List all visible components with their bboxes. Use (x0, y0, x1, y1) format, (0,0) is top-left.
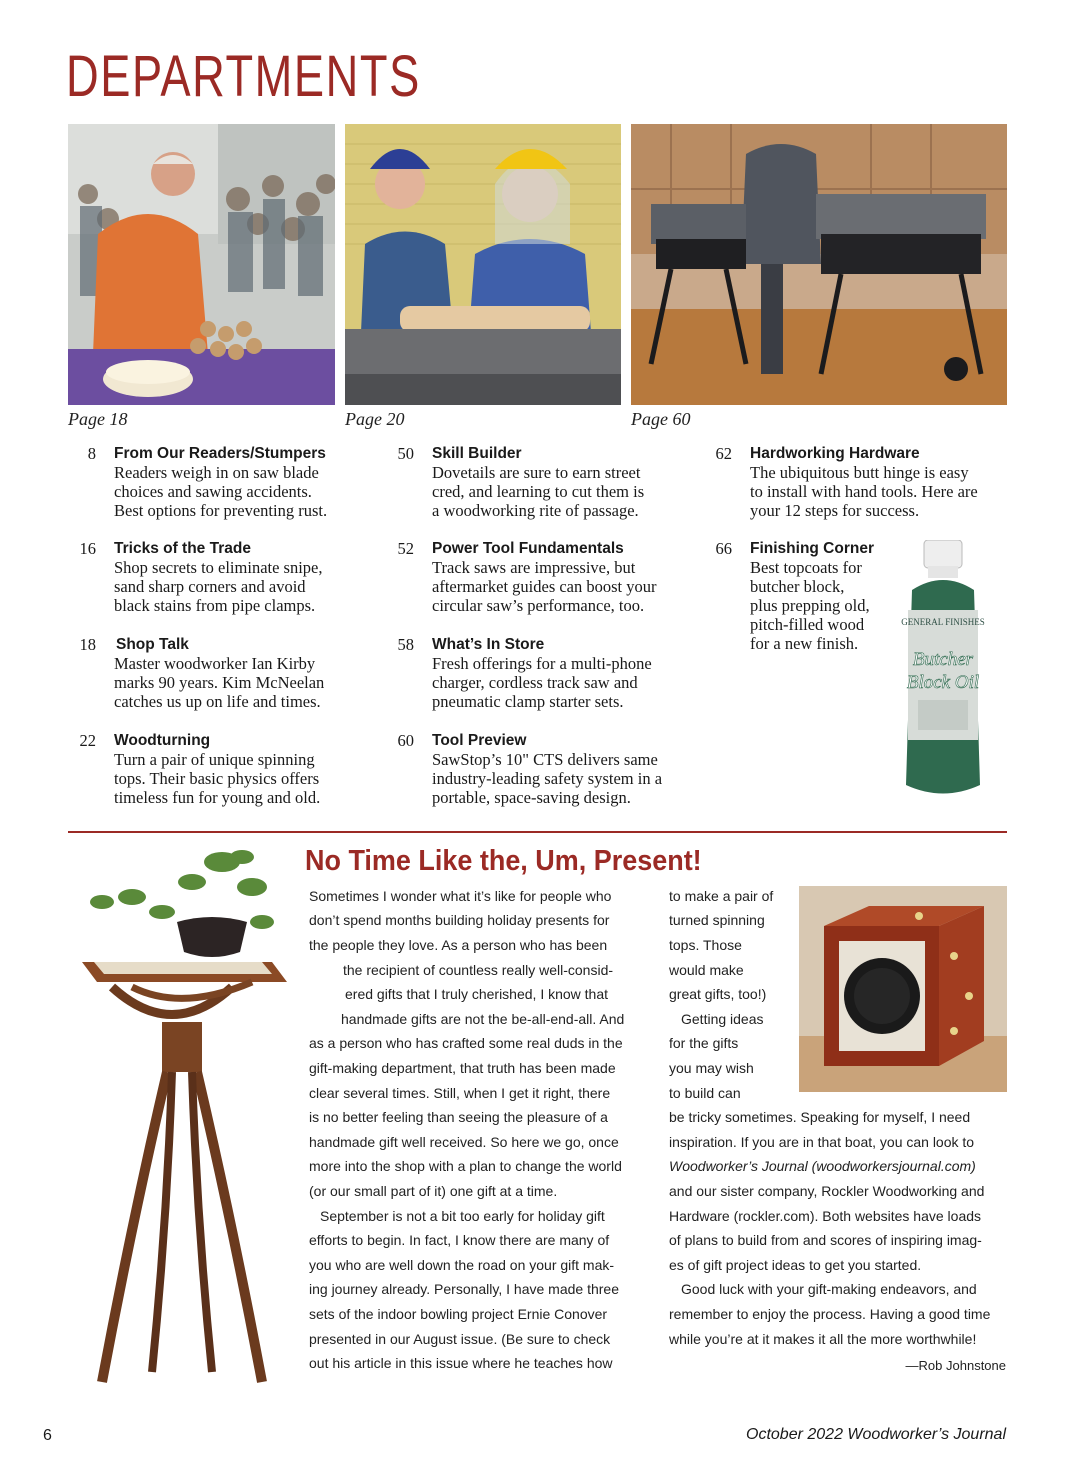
body-line: Hardware (rockler.com). Both websites have loads (669, 1208, 982, 1224)
dept-page-number: 66 (715, 539, 732, 558)
dept-page-number: 62 (715, 444, 732, 463)
body-line: more into the shop with a plan to change the world (309, 1158, 622, 1174)
page-number: 6 (43, 1427, 52, 1444)
bottle-brand-text: GENERAL FINISHES (901, 617, 985, 627)
body-line: while you’re at it makes it all the more worthwhile! (669, 1331, 977, 1347)
dept-desc-line: sand sharp corners and avoid (114, 577, 306, 596)
body-line: ing journey already. Personally, I have made three (309, 1281, 619, 1297)
dept-desc-line: timeless fun for young and old. (114, 788, 321, 807)
body-line: es of gift project ideas to get you started. (669, 1257, 922, 1273)
bottle-label-line1: Butcher (912, 649, 974, 670)
body-line: the recipient of countless really well-consid- (343, 962, 614, 978)
dept-desc-line: for a new finish. (750, 634, 859, 653)
author-signature: —Rob Johnstone (905, 1358, 1006, 1373)
body-line: Good luck with your gift-making endeavors, and (681, 1281, 977, 1297)
dept-desc-line: to install with hand tools. Here are (750, 482, 978, 501)
dept-desc-line: pitch-filled wood (750, 615, 865, 634)
dept-heading: Shop Talk (116, 636, 189, 653)
dept-desc-line: Track saws are impressive, but (432, 558, 636, 577)
body-line: sets of the indoor bowling project Ernie Conover (309, 1306, 608, 1322)
dept-heading: Tricks of the Trade (114, 540, 251, 557)
body-line: Getting ideas (681, 1011, 764, 1027)
dept-desc-line: Readers weigh in on saw blade (114, 463, 319, 482)
body-line: efforts to begin. In fact, I know there are many of (309, 1232, 610, 1248)
man-with-table-saws-photo (631, 124, 1007, 405)
body-line: be tricky sometimes. Speaking for myself, I need (669, 1109, 971, 1125)
photo-caption-2: Page 20 (345, 409, 405, 429)
dept-desc-line: cred, and learning to cut them is (432, 482, 645, 501)
dept-desc-line: tops. Their basic physics offers (114, 769, 320, 788)
dept-heading: Woodturning (114, 732, 211, 749)
body-line: to build can (669, 1085, 741, 1101)
dept-desc-line: industry-leading safety system in a (432, 769, 663, 788)
dept-page-number: 58 (397, 635, 414, 654)
dept-desc-line: pneumatic clamp starter sets. (432, 692, 624, 711)
body-line: turned spinning (669, 912, 765, 928)
body-line: out his article in this issue where he teaches how (309, 1355, 613, 1371)
dept-desc-line: Fresh offerings for a multi-phone (432, 654, 652, 673)
body-line: don’t spend months building holiday presents for (309, 912, 610, 928)
body-line: September is not a bit too early for holiday gift (320, 1208, 605, 1224)
body-line: is no better feeling than seeing the pleasure of a (309, 1109, 608, 1125)
bottle-label-line2: Block Oil (906, 672, 980, 693)
dept-desc-line: Best options for preventing rust. (114, 501, 328, 520)
dept-heading: Hardworking Hardware (750, 445, 920, 462)
butcher-block-oil-bottle (898, 540, 988, 802)
body-line: Sometimes I wonder what it’s like for people who (309, 888, 612, 904)
body-line: the people they love. As a person who has been (309, 937, 608, 953)
page-title: DEPARTMENTS (66, 44, 421, 109)
dept-desc-line: black stains from pipe clamps. (114, 596, 316, 615)
body-line: ered gifts that I truly cherished, I know that (345, 986, 609, 1002)
body-line: you may wish (669, 1060, 754, 1076)
body-line: for the gifts (669, 1035, 739, 1051)
dept-desc-line: The ubiquitous butt hinge is easy (750, 463, 969, 482)
body-line: gift-making department, that truth has been made (309, 1060, 616, 1076)
dept-desc-line: choices and sawing accidents. (114, 482, 312, 501)
dept-desc-line: marks 90 years. Kim McNeelan (114, 673, 325, 692)
body-line: to make a pair of (669, 888, 774, 904)
body-line: handmade gift well received. So here we go, once (309, 1134, 619, 1150)
dept-heading: Tool Preview (432, 732, 527, 749)
editorial-title: No Time Like the, Um, Present! (305, 845, 702, 877)
plant-stand-photo (72, 842, 292, 1402)
dept-page-number: 16 (79, 539, 96, 558)
body-line: would make (669, 962, 744, 978)
body-line: of plans to build from and scores of inspiring imag- (669, 1232, 982, 1248)
wooden-speaker-cube-photo (799, 886, 1007, 1092)
dept-desc-line: Turn a pair of unique spinning (114, 750, 315, 769)
body-line: remember to enjoy the process. Having a good time (669, 1306, 991, 1322)
dept-desc-line: butcher block, (750, 577, 845, 596)
body-line: clear several times. Still, when I get it right, there (309, 1085, 611, 1101)
dept-desc-line: portable, space-saving design. (432, 788, 631, 807)
dept-page-number: 18 (79, 635, 96, 654)
body-line: great gifts, too!) (669, 986, 767, 1002)
dept-heading: Skill Builder (432, 445, 522, 462)
body-line: handmade gifts are not the be-all-end-all. And (341, 1011, 625, 1027)
dept-desc-line: circular saw’s performance, too. (432, 596, 645, 615)
dept-page-number: 22 (79, 731, 96, 750)
magazine-footer: October 2022 Woodworker’s Journal (746, 1426, 1006, 1443)
body-line: presented in our August issue. (Be sure to check (309, 1331, 611, 1347)
section-divider (68, 831, 1007, 833)
body-line: inspiration. If you are in that boat, you can look to (669, 1134, 975, 1150)
dept-page-number: 8 (87, 444, 96, 463)
dept-page-number: 52 (397, 539, 414, 558)
dept-desc-line: Master woodworker Ian Kirby (114, 654, 316, 673)
photo-caption-1: Page 18 (68, 409, 128, 429)
dept-page-number: 50 (397, 444, 414, 463)
photo-caption-3: Page 60 (631, 409, 691, 429)
dept-desc-line: a woodworking rite of passage. (432, 501, 639, 520)
dept-desc-line: Best topcoats for (750, 558, 862, 577)
dept-heading: What’s In Store (432, 636, 545, 653)
body-line: and our sister company, Rockler Woodworking and (669, 1183, 985, 1199)
dept-desc-line: charger, cordless track saw and (432, 673, 638, 692)
dept-desc-line: aftermarket guides can boost your (432, 577, 657, 596)
dept-heading: Power Tool Fundamentals (432, 540, 624, 557)
dept-desc-line: your 12 steps for success. (750, 501, 920, 520)
dept-heading: From Our Readers/Stumpers (114, 445, 326, 462)
dept-desc-line: catches us up on life and times. (114, 692, 321, 711)
dept-desc-line: Shop secrets to eliminate snipe, (114, 558, 323, 577)
man-with-cake-photo (68, 124, 335, 405)
body-line: (or our small part of it) one gift at a time. (309, 1183, 558, 1199)
dept-desc-line: SawStop’s 10" CTS delivers same (432, 750, 658, 769)
body-line: tops. Those (669, 937, 742, 953)
two-woodturners-photo (345, 124, 621, 405)
dept-heading: Finishing Corner (750, 540, 874, 557)
body-line: Woodworker’s Journal (woodworkersjournal.com) (669, 1158, 976, 1174)
body-line: as a person who has crafted some real duds in the (309, 1035, 623, 1051)
body-line: you who are well down the road on your gift mak- (309, 1257, 615, 1273)
dept-page-number: 60 (397, 731, 414, 750)
dept-desc-line: plus prepping old, (750, 596, 870, 615)
dept-desc-line: Dovetails are sure to earn street (432, 463, 641, 482)
